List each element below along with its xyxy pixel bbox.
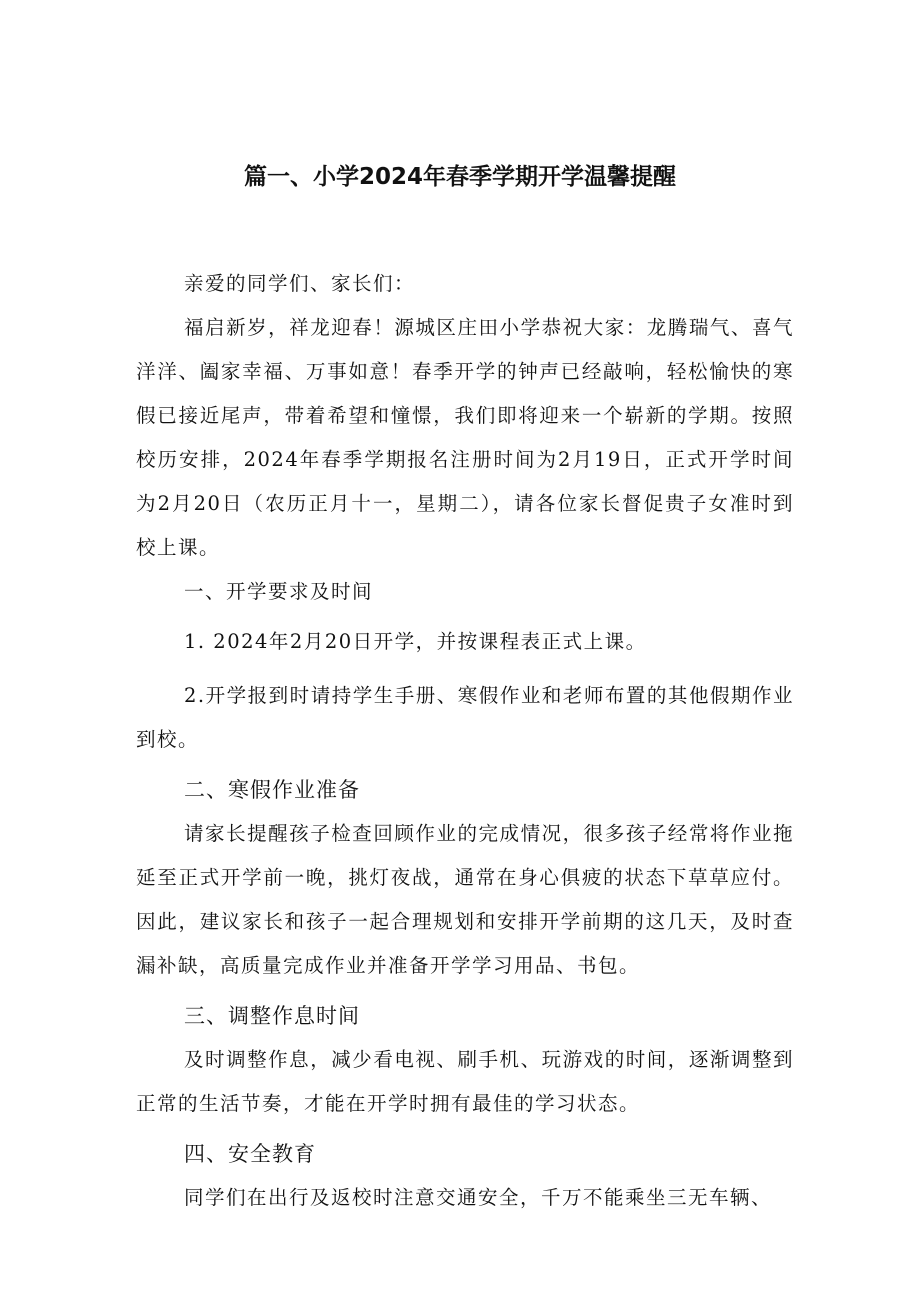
section-3-heading: 三、调整作息时间 [184, 1004, 360, 1028]
section-4-heading: 四、安全教育 [184, 1142, 316, 1166]
section-3-body: 及时调整作息，减少看电视、刷手机、玩游戏的时间，逐渐调整到正常的生活节奏，才能在开学时拥有最佳的学习状态。 [136, 1048, 794, 1115]
section-2-body: 请家长提醒孩子检查回顾作业的完成情况，很多孩子经常将作业拖延至正式开学前一晚，挑灯夜战，通常在身心俱疲的状态下草草应付。因此，建议家长和孩子一起合理规划和安排开学前期的这几天，及时查漏补缺，高质量完成作业并准备开学学习用品、书包。 [136, 822, 794, 977]
document-body [136, 262, 794, 1220]
greeting: 亲爱的同学们、家长们： [184, 272, 416, 295]
section-2-heading: 二、寒假作业准备 [184, 778, 360, 802]
section-4-body: 同学们在出行及返校时注意交通安全，千万不能乘坐三无车辆、 [184, 1186, 773, 1209]
document-title: 篇一、小学2024年春季学期开学温馨提醒 [243, 164, 676, 190]
intro-paragraph: 福启新岁，祥龙迎春！源城区庄田小学恭祝大家：龙腾瑞气、喜气洋洋、阖家幸福、万事如意！春季开学的钟声已经敲响，轻松愉快的寒假已接近尾声，带着希望和憧憬，我们即将迎来一个崭新的学期。按照校历安排，2024年春季学期报名注册时间为2月19日，正式开学时间为2月20日（农历正月十一，星期二），请各位家长督促贵子女准时到校上课。 [136, 316, 794, 559]
section-1-item-1: 1. 2024年2月20日开学，并按课程表正式上课。 [184, 630, 647, 653]
section-1-heading: 一、开学要求及时间 [184, 580, 374, 603]
section-1-item-2: 2.开学报到时请持学生手册、寒假作业和老师布置的其他假期作业到校。 [136, 684, 794, 751]
